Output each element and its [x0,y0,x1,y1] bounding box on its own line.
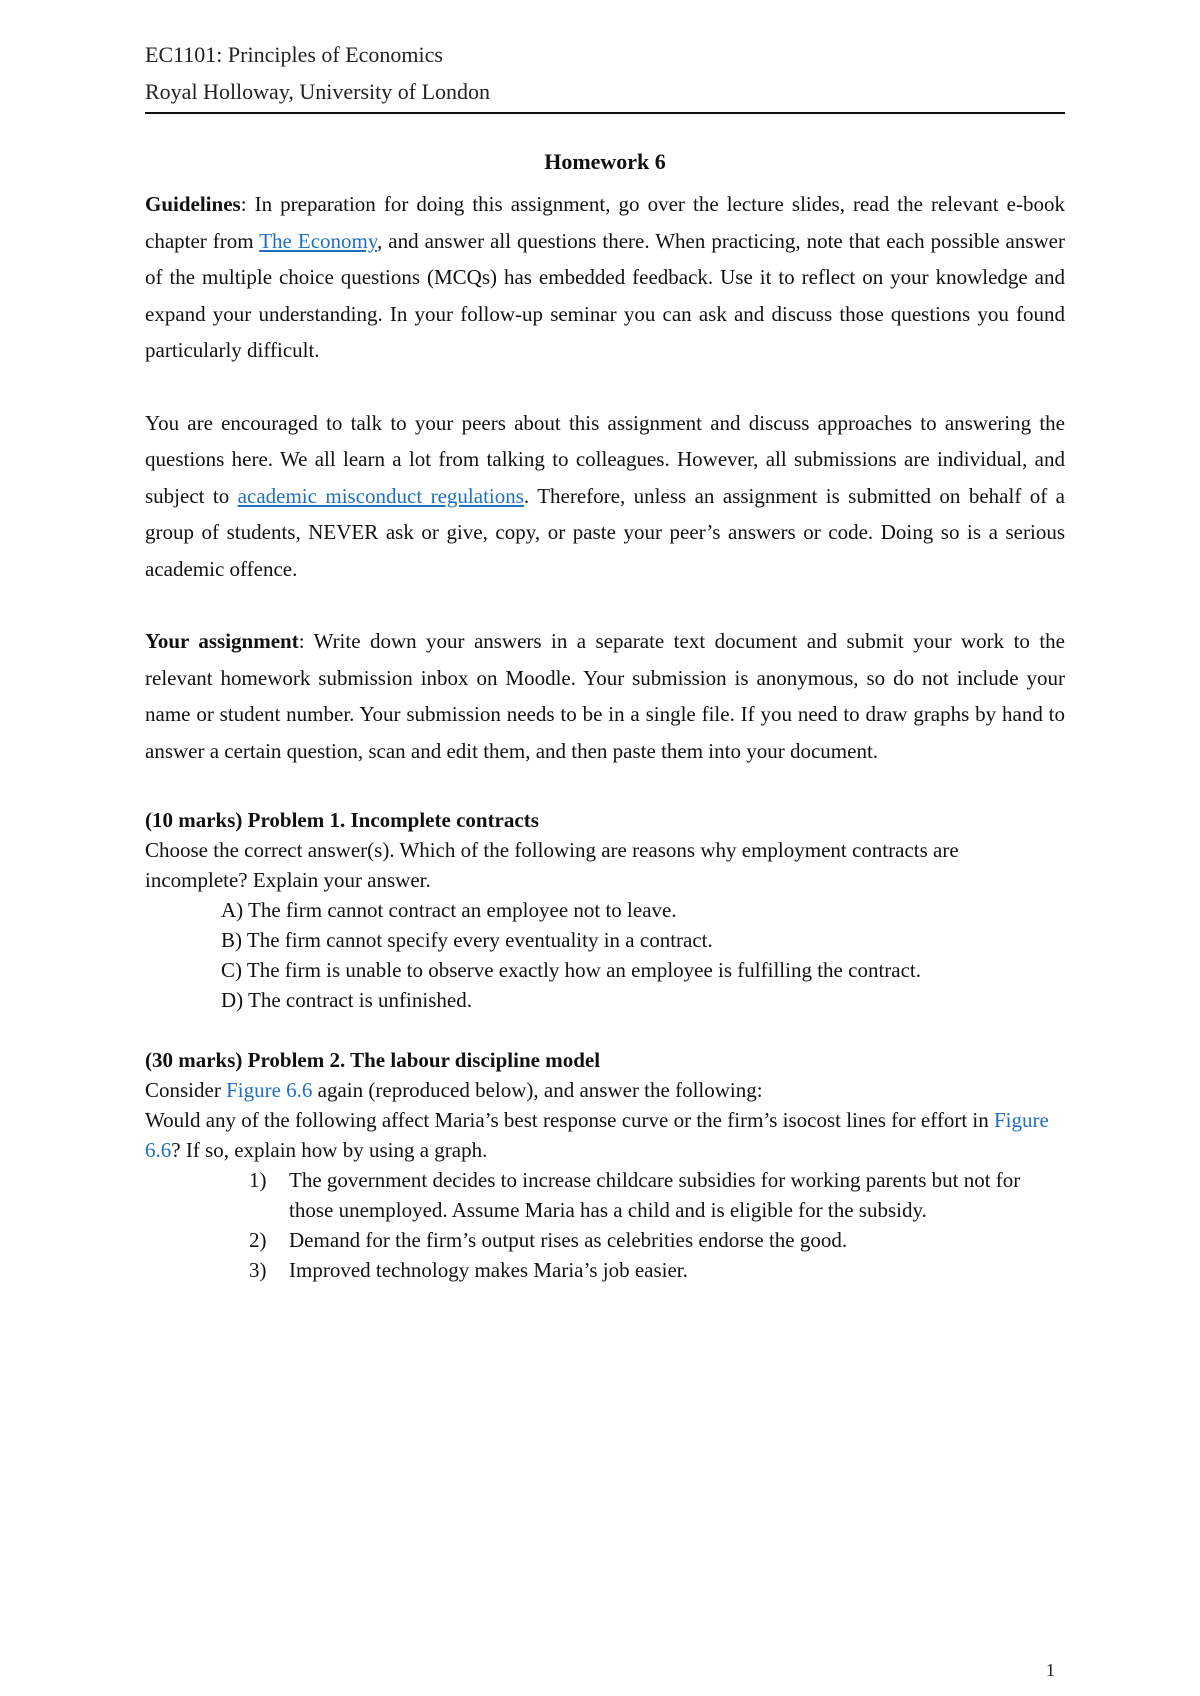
assignment-text: : Write down your answers in a separate text document and submit your work to the relevant homework submission inbox on Moodle. Your submission is anonymous, so do not include your name or student number. Your submission needs to be in a single file. If you need to draw graphs by hand to answer a certain question, scan and edit them, and then paste them into your document. [145,629,1065,763]
figure-link[interactable]: Figure 6.6 [145,1108,1049,1162]
assignment-label: Your assignment [145,629,299,653]
problem2-text-a: Consider [145,1078,227,1102]
guidelines-text-2: , and answer all questions there. When practicing, note that each possible answer of the multiple choice questions (MCQs) has embedded feedback. Use it to reflect on your knowledge and expand your understanding. In your follow-up seminar you can ask and discuss those questions you found particularly difficult. [145,228,1065,362]
item-text: Demand for the firm’s output rises as celebrities endorse the good. [289,1228,848,1252]
problem2-text-b: again (reproduced below), and answer the following: [312,1078,763,1102]
problem2-item [249,1165,1065,1225]
problem2-title: (30 marks) Problem 2. The labour discipline model [145,1048,601,1072]
problem2-line2 [145,1105,1065,1165]
assignment-paragraph [145,623,1065,769]
option-b: B) The firm cannot specify every eventuality in a contract. [221,928,713,952]
course-title: EC1101: Principles of Economics [145,42,443,67]
problem1-title: (10 marks) Problem 1. Incomplete contracts [145,808,539,832]
problem2-line1 [145,1075,1065,1105]
guidelines-text-1: : In preparation for doing this assignment, go over the lecture slides, read the relevant e-book chapter from [145,192,1065,253]
the-economy-link[interactable]: The Economy [259,228,378,253]
item-text: The government decides to increase childcare subsidies for working parents but not for those unemployed. Assume Maria has a child and is eligible for the subsidy. [289,1168,1021,1222]
problem2-items [145,1165,1065,1285]
problem1-text: Choose the correct answer(s). Which of the following are reasons why employment contracts are incomplete? Explain your answer. [145,838,959,892]
spacer [145,369,1065,405]
option-d: D) The contract is unfinished. [221,988,472,1012]
page-header [145,36,1065,114]
misconduct-regulations-link[interactable]: academic misconduct regulations [237,483,524,508]
problem2-text-c: Would any of the following affect Maria’s best response curve or the firm’s isocost lines for effort in [145,1108,994,1132]
option-c: C) The firm is unable to observe exactly how an employee is fulfilling the contract. [221,958,921,982]
problem1-options [145,895,1065,1015]
peers-text-2: . Therefore, unless an assignment is submitted on behalf of a group of students, NEVER ask or give, copy, or paste your peer’s answers or code. Doing so is a serious academic offence. [145,483,1065,581]
problem2-text-d: ? If so, explain how by using a graph. [171,1138,488,1162]
problem2-item [249,1255,1065,1285]
item-number: 3) [249,1258,267,1282]
spacer [145,587,1065,623]
peers-text-1: You are encouraged to talk to your peers about this assignment and discuss approaches to answering the questions here. We all learn a lot from talking to colleagues. However, all submissions are individual, and subject to [145,410,1065,508]
peers-paragraph [145,405,1065,588]
document-body [145,146,1065,1285]
option-a: A) The firm cannot contract an employee not to leave. [221,898,677,922]
item-text: Improved technology makes Maria’s job easier. [289,1258,688,1282]
page-number: 1 [1046,1660,1055,1680]
header-rule [145,112,1065,114]
figure-link[interactable]: Figure 6.6 [226,1078,313,1102]
institution-name: Royal Holloway, University of London [145,79,491,104]
guidelines-label: Guidelines [145,192,241,216]
item-number: 2) [249,1228,267,1252]
spacer [145,1015,1065,1045]
page-title: Homework 6 [544,149,666,174]
spacer [145,769,1065,805]
item-number: 1) [249,1168,267,1192]
problem2-item [249,1225,1065,1255]
guidelines-paragraph [145,186,1065,369]
